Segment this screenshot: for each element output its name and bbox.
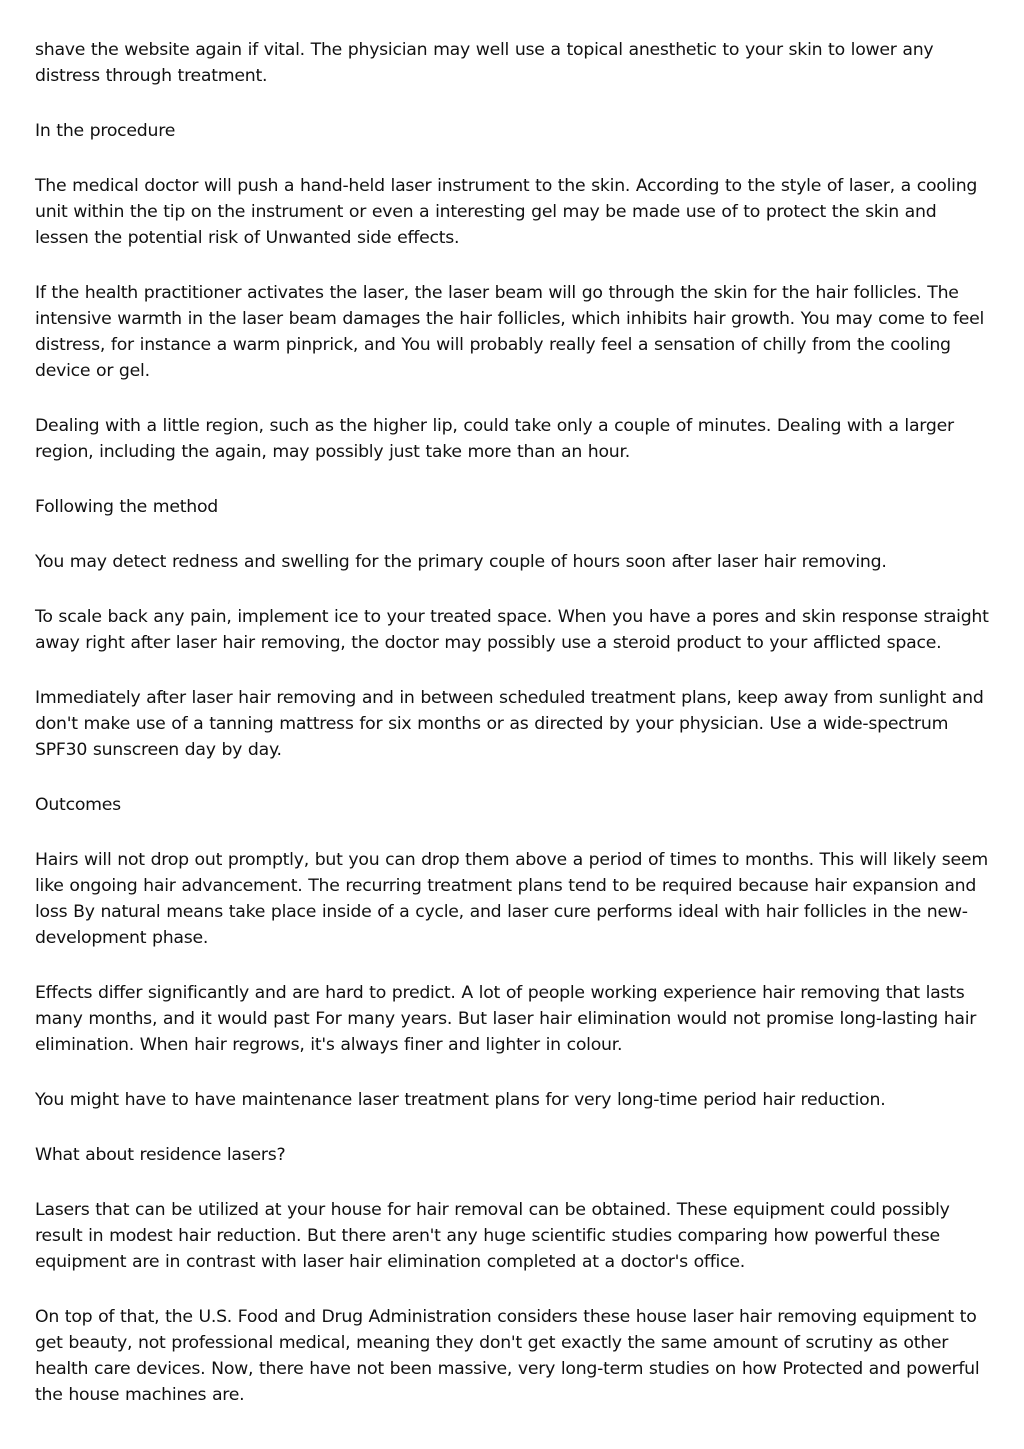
paragraph-redness-swelling: You may detect redness and swelling for the primary couple of hours soon after laser hair removing. <box>35 552 887 572</box>
paragraph-pain-relief: To scale back any pain, implement ice to your treated space. When you have a pores and skin response straight away right after laser hair removing, the doctor may possibly use a steroid product to your afflicted space. <box>35 607 989 653</box>
paragraph-home-lasers: Lasers that can be utilized at your house for hair removal can be obtained. These equipment could possibly result in modest hair reduction. But there aren't any huge scientific studies comparing how powerful these equipment are in contrast with laser hair elimination completed at a doctor's office. <box>35 1200 950 1272</box>
heading-in-the-procedure: In the procedure <box>35 121 176 141</box>
paragraph-treatment-duration: Dealing with a little region, such as the higher lip, could take only a couple of minutes. Dealing with a larger region, including the again, may possibly just take more than an hour. <box>35 416 954 462</box>
paragraph-laser-instrument: The medical doctor will push a hand-held laser instrument to the skin. According to the style of laser, a cooling unit within the tip on the instrument or even a interesting gel may be made use of to protect the skin and lessen the potential risk of Unwanted side effects. <box>35 176 978 248</box>
paragraph-sun-avoidance: Immediately after laser hair removing and in between scheduled treatment plans, keep away from sunlight and don't make use of a tanning mattress for six months or as directed by your physician. Use a wide-spectrum SPF30 sunscreen day by day. <box>35 688 984 760</box>
paragraph-anesthetic: shave the website again if vital. The physician may well use a topical anesthetic to your skin to lower any distress through treatment. <box>35 40 934 86</box>
paragraph-laser-activation: If the health practitioner activates the laser, the laser beam will go through the skin for the hair follicles. The intensive warmth in the laser beam damages the hair follicles, which inhibits hair growth. You may come to feel distress, for instance a warm pinprick, and You will probably really feel a sensation of chilly from the cooling device or gel. <box>35 283 985 381</box>
heading-residence-lasers: What about residence lasers? <box>35 1145 286 1165</box>
paragraph-fda: On top of that, the U.S. Food and Drug Administration considers these house laser hair removing equipment to get beauty, not professional medical, meaning they don't get exactly the same amount of scrutiny as other health care devices. Now, there have not been massive, very long-term studies on how Protected and powerful the house machines are. <box>35 1307 980 1405</box>
paragraph-effects-differ: Effects differ significantly and are hard to predict. A lot of people working experience hair removing that lasts many months, and it would past For many years. But laser hair elimination would not promise long-lasting hair elimination. When hair regrows, it's always finer and lighter in colour. <box>35 983 977 1055</box>
heading-following-the-method: Following the method <box>35 497 219 517</box>
heading-outcomes: Outcomes <box>35 795 121 815</box>
paragraph-maintenance: You might have to have maintenance laser treatment plans for very long-time period hair reduction. <box>35 1090 886 1110</box>
document-body <box>35 37 995 1437</box>
paragraph-hair-fall-out: Hairs will not drop out promptly, but you can drop them above a period of times to months. This will likely seem like ongoing hair advancement. The recurring treatment plans tend to be required because hair expansion and loss By natural means take place inside of a cycle, and laser cure performs ideal with hair follicles in the new-development phase. <box>35 850 988 948</box>
